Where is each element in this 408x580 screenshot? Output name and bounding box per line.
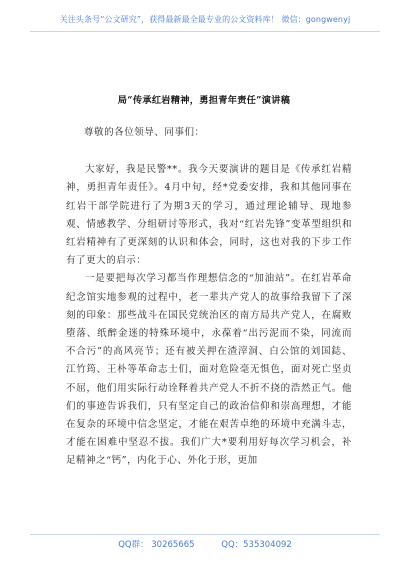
footer-qq: QQ：535304092 (221, 540, 292, 550)
document-body (66, 124, 352, 471)
footer-contact (30, 538, 380, 550)
paragraph: 一是要把每次学习都当作理想信念的“加油站”。在红岩革命纪念馆实地参观的过程中，老一辈共产党人的故事给我留下了深刻的印象：那些战斗在国民党统治区的南方局共产党人，在腐败堕落、纸醉金迷的特殊环境中，永葆着“出污泥而不染，同流而不合污”的高风亮节；还有被关押在渣滓洞、白公馆的刘国鋕、江竹筠、王朴等革命志士们，面对危险毫无惧色，面对死亡坚贞不屈，他们用实际行动诠释着共产党人不折不挠的浩然正气。他们的事迹告诉我们，只有坚定自己的政治信仰和崇高理想，才能在复杂的环境中信念坚定，才能在艰苦卓绝的环境中充满斗志，才能在困难中坚忍不拔。我们广大*要利用好每次学习机会，补足精神之“钙”，内化于心、外化于形，更加 (66, 273, 352, 467)
document-title: 局“传承红岩精神，勇担青年责任”演讲稿 (117, 95, 291, 106)
header-notice: 关注头条号“公文研究”，获得最新最全最专业的公文资料库！ 微信：gongwenyj (59, 15, 351, 24)
header-divider (30, 31, 380, 32)
paragraph: 大家好，我是民警**。我今天要演讲的题目是《传承红岩精神，勇担青年责任》。4月中旬，经*党委安排，我和其他同事在红岩干部学院进行了为期3天的学习，通过理论辅导、现地参观、情感教学、分组研讨等形式，我对“红岩先锋”变革型组织和红岩精神有了更深刻的认识和体会，同时，这也对我的下步工作有了更大的启示： (66, 164, 352, 267)
footer-divider (30, 534, 380, 535)
footer-qq-group: QQ群： 30265665 (118, 540, 195, 550)
greeting: 尊敬的各位领导、同事们： (84, 127, 205, 138)
